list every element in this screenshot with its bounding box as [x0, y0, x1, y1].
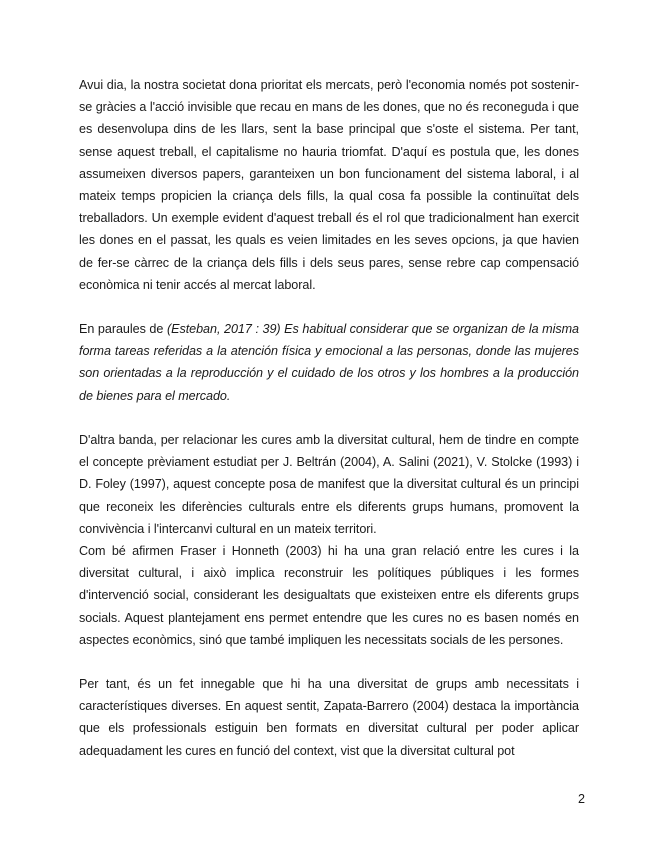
paragraph-text: Per tant, és un fet innegable que hi ha una diversitat de grups amb necessitats i característiques diverses. En aquest sentit, Zapata-Barrero (2004) destaca la importància que els professionals estiguin ben formats en diversitat cultural per poder aplicar adequadament les cures en funció del context, vist que la diversitat cultural pot — [79, 677, 579, 758]
paragraph-esteban-quote — [79, 318, 579, 407]
page-number: 2 — [577, 792, 585, 806]
paragraph-text: Com bé afirmen Fraser i Honneth (2003) hi ha una gran relació entre les cures i la diversitat cultural, i això implica reconstruir les polítiques públiques i les formes d'intervenció social, considerant les desigualtats que existeixen entre els diferents grups socials. Aquest plantejament ens permet entendre que les cures no es basen només en aspectes econòmics, sinó que també impliquen les necessitats socials de les persones. — [79, 544, 579, 647]
quote-intro: En paraules de — [79, 322, 167, 336]
paragraph-fraser-honneth — [79, 540, 579, 651]
paragraph-zapata-barrero — [79, 673, 579, 762]
paragraph-text: Avui dia, la nostra societat dona prioritat els mercats, però l'economia només pot sostenir-se gràcies a l'acció invisible que recau en mans de les dones, que no és reconeguda i que es desenvolupa dins de les llars, sent la base principal que s'oste el sistema. Per tant, sense aquest treball, el capitalisme no hauria triomfat. D'aquí es postula que, les dones assumeixen diversos papers, garanteixen un bon funcionament del sistema laboral, i al mateix temps propicien la criança dels fills, la qual cosa fa possible la continuïtat dels treballadors. Un exemple evident d'aquest treball és el rol que tradicionalment han exercit les dones en el passat, les quals es veien limitades en les seves opcions, ja que havien de fer-se càrrec de la criança dels fills i dels seus pares, sense rebre cap compensació econòmica ni tenir accés al mercat laboral. — [79, 78, 579, 292]
paragraph-text: D'altra banda, per relacionar les cures amb la diversitat cultural, hem de tindre en compte el concepte prèviament estudiat per J. Beltrán (2004), A. Salini (2021), V. Stolcke (1993) i D. Foley (1997), aquest concepte posa de manifest que la diversitat cultural és un principi que reconeix les diferències culturals entre els diferents grups humans, promovent la convivència i l'intercanvi cultural en un mateix territori. — [79, 433, 579, 536]
italic-quote: (Esteban, 2017 : 39) Es habitual considerar que se organizan de la misma forma tareas referidas a la atención física y emocional a las personas, donde las mujeres son orientadas a la reproducción y el cuidado de los otros y los hombres a la producción de bienes para el mercado. — [79, 322, 580, 403]
paragraph-text — [79, 318, 579, 407]
paragraph-economy-women — [79, 74, 579, 296]
paragraph-cultural-diversity — [79, 429, 579, 540]
